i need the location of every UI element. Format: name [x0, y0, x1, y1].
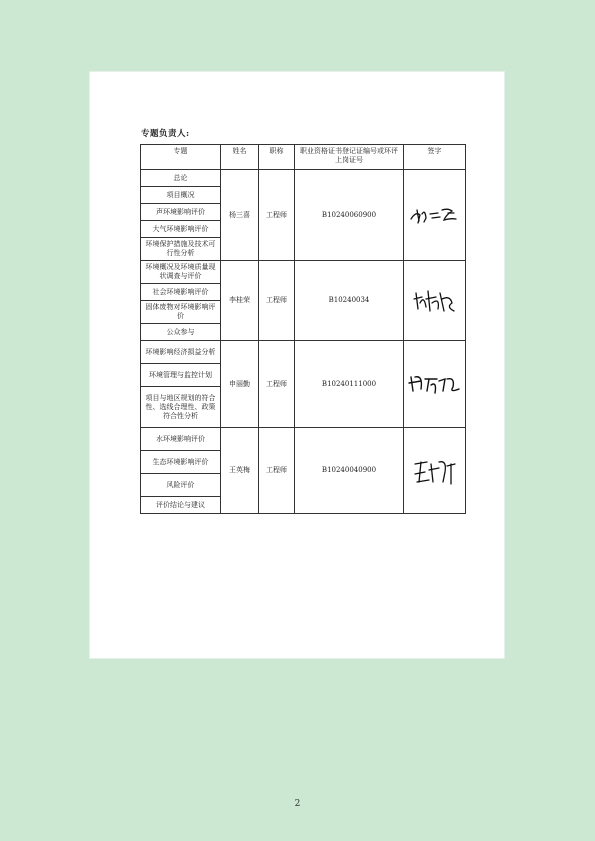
signature-cell	[404, 261, 466, 341]
topic-cell: 总论	[141, 170, 221, 187]
section-heading: 专题负责人:	[141, 129, 190, 139]
scanned-page	[90, 72, 504, 658]
topic-cell: 风险评价	[141, 474, 221, 497]
name-cell: 申丽勤	[221, 341, 259, 428]
title-cell: 工程师	[259, 261, 295, 341]
table-row	[141, 428, 466, 451]
cert-cell: B10240034	[295, 261, 404, 341]
topic-cell: 评价结论与建议	[141, 497, 221, 514]
header-sign: 签字	[404, 145, 466, 170]
table-row	[141, 341, 466, 364]
table-row	[141, 261, 466, 284]
cert-cell: B10240040900	[295, 428, 404, 514]
handwritten-signature	[408, 202, 462, 228]
handwritten-signature	[410, 285, 460, 317]
signature-cell	[404, 170, 466, 261]
cert-cell: B10240060900	[295, 170, 404, 261]
topic-leader-table	[140, 144, 466, 514]
topic-cell: 环境影响经济损益分析	[141, 341, 221, 364]
header-name: 姓名	[221, 145, 259, 170]
header-cert: 职业资格证书登记证编号或环评上岗证号	[295, 145, 404, 170]
table-row	[141, 170, 466, 187]
name-cell: 王英梅	[221, 428, 259, 514]
page-number: 2	[294, 799, 301, 809]
topic-cell: 社会环境影响评价	[141, 284, 221, 301]
title-cell: 工程师	[259, 341, 295, 428]
topic-cell: 固体废物对环境影响评价	[141, 301, 221, 324]
topic-cell: 生态环境影响评价	[141, 451, 221, 474]
title-cell: 工程师	[259, 428, 295, 514]
topic-cell: 项目概况	[141, 187, 221, 204]
topic-cell: 大气环境影响评价	[141, 221, 221, 238]
topic-cell: 水环境影响评价	[141, 428, 221, 451]
table-header-row	[141, 145, 466, 170]
cert-cell: B10240111000	[295, 341, 404, 428]
handwritten-signature	[407, 371, 463, 397]
header-title: 职称	[259, 145, 295, 170]
handwritten-signature	[411, 454, 459, 488]
topic-cell: 环境保护措施及技术可行性分析	[141, 238, 221, 261]
topic-cell: 公众参与	[141, 324, 221, 341]
topic-cell: 项目与地区规划的符合性、选线合理性、政策符合性分析	[141, 387, 221, 428]
header-topic: 专题	[141, 145, 221, 170]
name-cell: 杨三喜	[221, 170, 259, 261]
name-cell: 李桂荣	[221, 261, 259, 341]
topic-cell: 环境概况及环境质量现状调查与评价	[141, 261, 221, 284]
title-cell: 工程师	[259, 170, 295, 261]
signature-cell	[404, 428, 466, 514]
signature-cell	[404, 341, 466, 428]
topic-cell: 环境管理与监控计划	[141, 364, 221, 387]
topic-cell: 声环境影响评价	[141, 204, 221, 221]
